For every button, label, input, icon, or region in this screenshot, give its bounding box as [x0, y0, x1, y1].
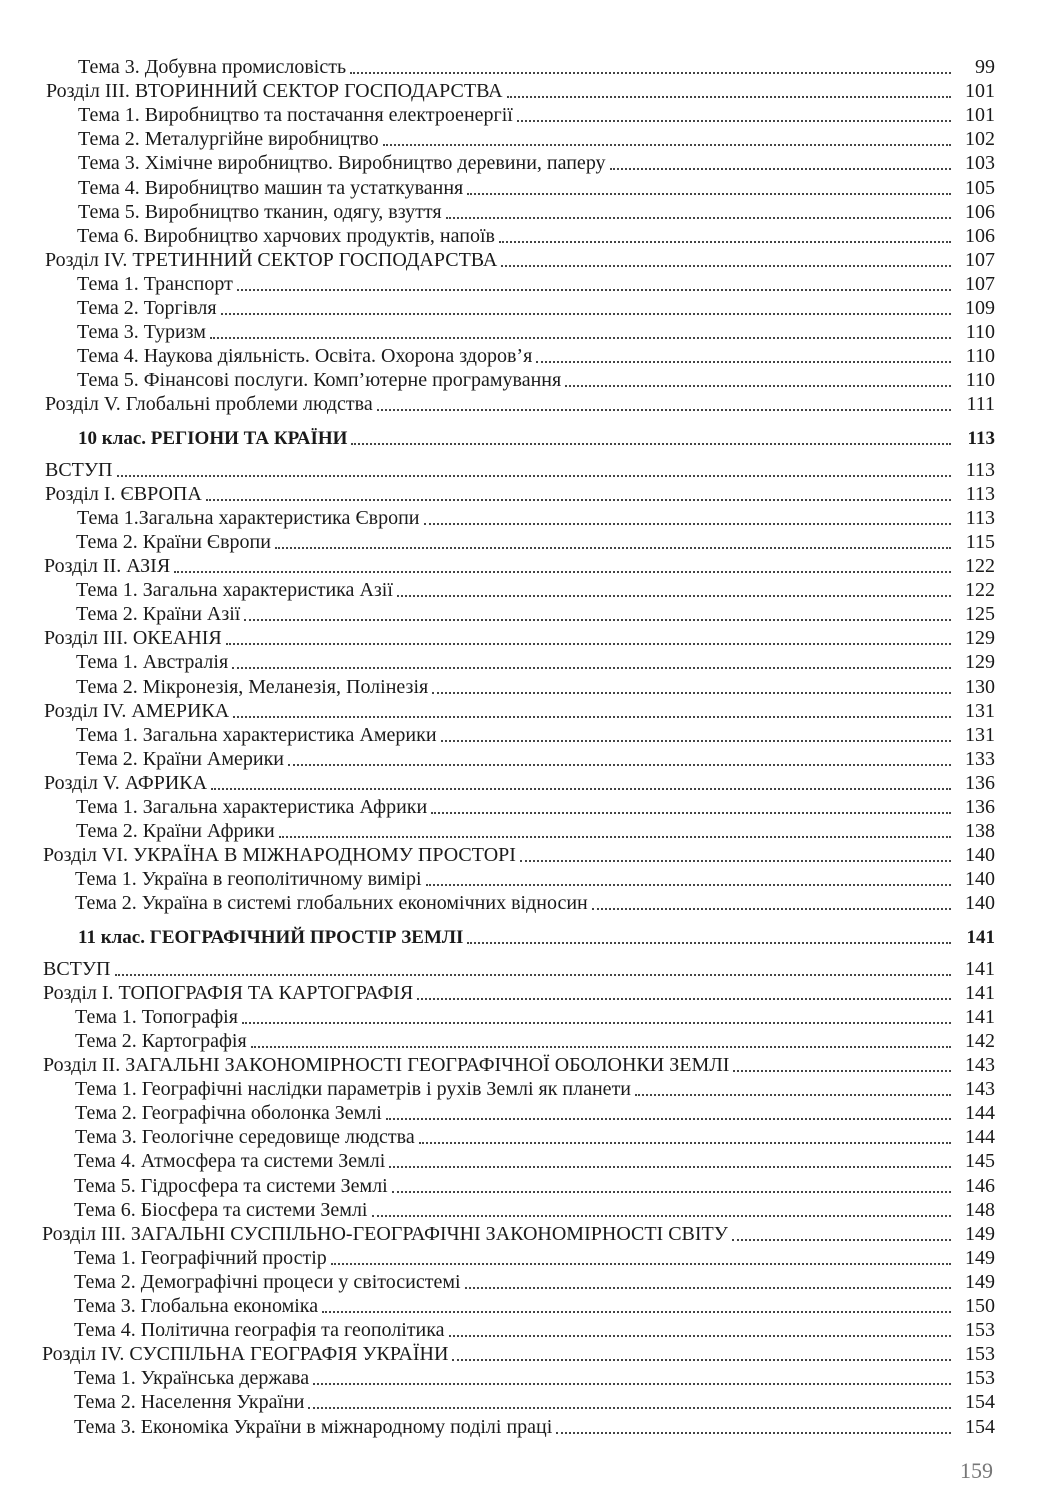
toc-leader-dots	[221, 313, 951, 315]
toc-entry-page: 99	[975, 56, 995, 78]
toc-leader-dots	[501, 265, 951, 267]
toc-leader-dots	[397, 595, 951, 597]
toc-entry-page: 144	[965, 1102, 995, 1125]
toc-entry-page: 136	[965, 796, 995, 818]
toc-entry-page: 110	[965, 345, 995, 368]
toc-leader-dots	[431, 812, 951, 814]
toc-entry-title: Розділ VI. УКРАЇНА В МІЖНАРОДНОМУ ПРОСТОРІ	[43, 844, 516, 867]
toc-entry-title: Розділ V. АФРИКА	[44, 771, 208, 794]
toc-entry	[77, 507, 995, 530]
toc-entry-title: Розділ І. ЄВРОПА	[45, 482, 202, 505]
toc-leader-dots	[424, 523, 952, 525]
toc-entry-page: 143	[965, 1078, 995, 1101]
toc-entry-title: Тема 1. Україна в геополітичному вимірі	[75, 868, 422, 891]
toc-leader-dots	[417, 998, 951, 1000]
toc-leader-dots	[244, 619, 951, 621]
toc-leader-dots	[467, 193, 951, 195]
toc-entry-title: Тема 3. Глобальна економіка	[74, 1295, 319, 1317]
toc-entry-title: Тема 1. Транспорт	[77, 272, 233, 295]
toc-entry	[77, 297, 995, 320]
toc-entry	[74, 1319, 995, 1342]
toc-leader-dots	[556, 1432, 951, 1434]
toc-entry	[76, 820, 995, 843]
toc-entry-title: Тема 3. Туризм	[77, 321, 206, 344]
toc-entry-title: Тема 2. Торгівля	[77, 297, 217, 319]
toc-leader-dots	[520, 860, 951, 862]
toc-leader-dots	[517, 120, 951, 122]
toc-entry-title: Тема 5. Фінансові послуги. Комп’ютерне програмування	[77, 369, 562, 392]
toc-leader-dots	[465, 1287, 951, 1289]
toc-leader-dots	[226, 643, 951, 645]
toc-entry	[74, 1391, 995, 1414]
toc-entry-page: 153	[965, 1367, 995, 1390]
toc-entry-page: 146	[965, 1174, 995, 1197]
toc-entry-page: 154	[965, 1391, 995, 1414]
toc-leader-dots	[592, 908, 951, 910]
toc-entry-page: 105	[965, 176, 995, 199]
toc-entry-title: Тема 1. Виробництво та постачання електроенергії	[78, 104, 513, 127]
toc-leader-dots	[446, 217, 951, 219]
toc-leader-dots	[426, 884, 952, 886]
toc-entry	[74, 1150, 995, 1173]
toc-entry	[74, 1367, 995, 1390]
toc-entry-title: Тема 2. Географічна оболонка Землі	[75, 1102, 382, 1125]
toc-leader-dots	[732, 1239, 951, 1241]
toc-leader-dots	[331, 1263, 951, 1265]
toc-leader-dots	[322, 1311, 951, 1313]
toc-entry-page: 141	[965, 957, 995, 980]
toc-entry	[45, 459, 995, 482]
toc-leader-dots	[383, 144, 951, 146]
toc-entry-title: Розділ II. АЗІЯ	[44, 555, 171, 577]
toc-leader-dots	[115, 974, 952, 976]
toc-entry-page: 102	[965, 128, 995, 151]
toc-entry-title: Тема 3. Хімічне виробництво. Виробництво деревини, паперу	[78, 152, 606, 175]
toc-entry-page: 141	[965, 1005, 995, 1028]
toc-leader-dots	[419, 1142, 951, 1144]
toc-leader-dots	[242, 1022, 951, 1024]
toc-entry-title: Тема 2. Країни Азії	[76, 603, 241, 626]
toc-entry	[76, 796, 995, 819]
toc-entry	[45, 249, 995, 272]
toc-entry	[74, 1295, 995, 1318]
toc-entry	[74, 1199, 995, 1222]
toc-entry	[78, 177, 995, 200]
toc-leader-dots	[392, 1191, 951, 1193]
toc-entry-title: Тема 2. Мікронезія, Меланезія, Полінезія	[76, 675, 429, 698]
toc-entry-title: Тема 2. Демографічні процеси у світосистемі	[74, 1270, 461, 1293]
toc-leader-dots	[449, 1335, 951, 1337]
toc-entry-page: 106	[965, 200, 995, 223]
toc-entry-page: 107	[965, 272, 995, 295]
toc-leader-dots	[211, 788, 951, 790]
toc-entry-title: Розділ IV. АМЕРИКА	[44, 699, 230, 722]
toc-entry-page: 153	[965, 1319, 995, 1342]
toc-entry-page: 149	[965, 1222, 995, 1245]
toc-entry	[75, 1078, 995, 1101]
toc-entry	[76, 748, 995, 771]
toc-leader-dots	[251, 1046, 951, 1048]
toc-entry-title: Тема 2. Україна в системі глобальних економічних відносин	[75, 892, 588, 915]
toc-entry-page: 107	[965, 248, 995, 271]
toc-leader-dots	[733, 1070, 951, 1072]
toc-entry-title: Розділ II. ЗАГАЛЬНІ ЗАКОНОМІРНОСТІ ГЕОГРАФІЧНОЇ ОБОЛОНКИ ЗЕМЛІ	[43, 1054, 730, 1076]
toc-entry	[75, 1126, 995, 1149]
toc-entry-title: Тема 2. Металургійне виробництво	[78, 128, 379, 151]
toc-entry	[43, 844, 995, 867]
toc-entry	[75, 868, 995, 891]
toc-entry	[44, 555, 995, 578]
toc-entry-title: Тема 4. Політична географія та геополітика	[74, 1319, 445, 1342]
toc-entry-page: 140	[965, 844, 995, 867]
toc-entry-page: 142	[965, 1029, 995, 1052]
toc-entry-title: Тема 1. Загальна характеристика Азії	[76, 579, 393, 602]
toc-entry-page: 130	[965, 675, 995, 698]
toc-entry-page: 148	[965, 1198, 995, 1221]
toc-entry-page: 140	[965, 868, 995, 891]
toc-leader-dots	[372, 1215, 952, 1217]
toc-leader-dots	[610, 168, 951, 170]
toc-leader-dots	[350, 72, 951, 74]
toc-entry	[78, 427, 995, 450]
toc-leader-dots	[117, 475, 952, 477]
toc-entry-title: ВСТУП	[43, 957, 111, 980]
toc-entry-title: Розділ IV. ТРЕТИННИЙ СЕКТОР ГОСПОДАРСТВА	[45, 248, 498, 271]
toc-leader-dots	[210, 337, 951, 339]
toc-entry-page: 133	[965, 747, 995, 770]
toc-entry-title: Тема 4. Атмосфера та системи Землі	[74, 1150, 386, 1173]
toc-entry-title: Тема 3. Добувна промисловість	[78, 56, 347, 78]
toc-entry	[46, 80, 995, 103]
toc-entry-page: 122	[965, 555, 995, 577]
toc-entry-page: 143	[965, 1054, 995, 1076]
toc-entry-page: 145	[965, 1150, 995, 1173]
toc-leader-dots	[275, 547, 951, 549]
toc-leader-dots	[536, 361, 951, 363]
toc-leader-dots	[389, 1166, 951, 1168]
toc-entry-page: 131	[965, 699, 995, 722]
toc-entry-title: Тема 1. Загальна характеристика Африки	[76, 796, 428, 818]
toc-entry-page: 110	[965, 321, 995, 344]
toc-entry	[74, 1271, 995, 1294]
toc-entry-title: Розділ V. Глобальні проблеми людства	[45, 393, 373, 416]
toc-entry-page: 113	[965, 482, 995, 505]
toc-entry	[78, 926, 995, 949]
toc-entry-title: Тема 4. Виробництво машин та устаткування	[78, 176, 464, 199]
toc-leader-dots	[313, 1383, 951, 1385]
toc-leader-dots	[279, 836, 951, 838]
toc-entry-page: 136	[965, 771, 995, 794]
toc-entry	[43, 958, 995, 981]
toc-entry	[75, 1030, 995, 1053]
toc-entry-page: 141	[966, 926, 995, 948]
toc-leader-dots	[565, 385, 951, 387]
toc-entry	[78, 128, 995, 151]
toc-entry-page: 150	[965, 1295, 995, 1317]
toc-entry-title: Тема 1. Українська держава	[74, 1367, 310, 1390]
toc-entry	[75, 892, 995, 915]
toc-entry	[75, 1102, 995, 1125]
toc-entry-title: Тема 5. Виробництво тканин, одягу, взуття	[78, 200, 442, 223]
toc-leader-dots	[206, 499, 951, 501]
toc-entry	[77, 369, 995, 392]
toc-entry-title: Розділ III. ОКЕАНІЯ	[44, 627, 222, 650]
toc-leader-dots	[452, 1359, 951, 1361]
toc-entry	[74, 1247, 995, 1270]
toc-entry-page: 131	[965, 723, 995, 746]
toc-entry-page: 113	[965, 506, 995, 529]
toc-leader-dots	[499, 241, 951, 243]
toc-entry-title: Тема 1. Географічний простір	[74, 1246, 327, 1269]
toc-entry	[78, 56, 995, 79]
toc-entry	[44, 772, 995, 795]
toc-leader-dots	[174, 571, 951, 573]
toc-entry-page: 106	[965, 224, 995, 247]
toc-leader-dots	[351, 443, 951, 445]
toc-leader-dots	[232, 667, 951, 669]
toc-leader-dots	[635, 1094, 951, 1096]
toc-entry	[74, 1416, 995, 1439]
toc-entry-title: ВСТУП	[45, 458, 113, 481]
toc-entry-title: 11 клас. ГЕОГРАФІЧНИЙ ПРОСТІР ЗЕМЛІ	[78, 926, 464, 948]
toc-leader-dots	[233, 716, 951, 718]
toc-entry	[42, 1223, 995, 1246]
toc-entry-page: 115	[965, 530, 995, 553]
toc-leader-dots	[308, 1407, 951, 1409]
toc-leader-dots	[432, 692, 951, 694]
toc-entry-title: Тема 3. Економіка України в міжнародному поділі праці	[74, 1415, 553, 1438]
toc-entry-page: 113	[965, 458, 995, 481]
toc-entry-title: Тема 1. Загальна характеристика Америки	[76, 723, 437, 746]
toc-entry-page: 122	[965, 579, 995, 602]
page-number: 159	[960, 1458, 993, 1483]
toc-entry-title: Тема 4. Наукова діяльність. Освіта. Охорона здоров’я	[77, 345, 533, 368]
toc-entry	[78, 104, 995, 127]
toc-entry	[77, 321, 995, 344]
toc-entry-title: Тема 6. Виробництво харчових продуктів, напоїв	[77, 224, 495, 247]
toc-entry-title: Тема 2. Країни Америки	[76, 747, 285, 770]
toc-leader-dots	[386, 1118, 951, 1120]
toc-entry-page: 129	[965, 651, 995, 674]
toc-entry	[76, 676, 995, 699]
toc-entry	[45, 393, 995, 416]
toc-entry	[76, 651, 995, 674]
toc-entry	[77, 345, 995, 368]
toc-entry-title: Тема 1.Загальна характеристика Європи	[77, 506, 420, 529]
toc-leader-dots	[288, 764, 951, 766]
toc-entry	[77, 225, 995, 248]
toc-leader-dots	[507, 96, 951, 98]
toc-entry	[44, 627, 995, 650]
toc-leader-dots	[377, 409, 951, 411]
toc-leader-dots	[237, 289, 951, 291]
toc-entry-title: Розділ І. ТОПОГРАФІЯ ТА КАРТОГРАФІЯ	[43, 981, 414, 1004]
toc-entry-page: 129	[965, 627, 995, 650]
toc-entry-page: 149	[965, 1270, 995, 1293]
toc-entry	[44, 700, 995, 723]
toc-entry	[75, 1006, 995, 1029]
toc-leader-dots	[441, 740, 951, 742]
toc-entry	[43, 1054, 995, 1077]
toc-entry-page: 111	[966, 393, 995, 416]
toc-entry	[74, 1175, 995, 1198]
toc-entry	[78, 152, 995, 175]
toc-entry-page: 110	[965, 369, 995, 392]
toc-entry-page: 103	[965, 152, 995, 175]
toc-entry-title: Тема 1. Топографія	[75, 1005, 238, 1028]
toc-entry-title: Тема 2. Населення України	[74, 1391, 305, 1414]
toc-entry	[77, 273, 995, 296]
toc-entry	[78, 201, 995, 224]
toc-entry-page: 138	[965, 820, 995, 843]
toc-entry-page: 153	[965, 1343, 995, 1366]
toc-entry	[43, 982, 995, 1005]
toc-entry-page: 101	[965, 80, 995, 103]
toc-entry-title: Тема 1. Австралія	[76, 651, 229, 674]
toc-entry-page: 140	[965, 892, 995, 915]
toc-entry	[42, 1343, 995, 1366]
toc-entry-title: 10 клас. РЕГІОНИ ТА КРАЇНИ	[78, 427, 348, 449]
toc-entry-title: Тема 5. Гідросфера та системи Землі	[74, 1174, 388, 1197]
toc-entry-title: Розділ III. ЗАГАЛЬНІ СУСПІЛЬНО-ГЕОГРАФІЧНІ ЗАКОНОМІРНОСТІ СВІТУ	[42, 1222, 728, 1245]
toc-entry	[76, 531, 995, 554]
toc-entry-page: 141	[965, 981, 995, 1004]
toc-entry-title: Тема 2. Країни Євpопи	[76, 530, 271, 553]
toc-entry-page: 113	[967, 427, 995, 449]
toc-entry	[76, 724, 995, 747]
toc-entry	[76, 579, 995, 602]
toc-entry	[45, 483, 995, 506]
toc-entry-page: 101	[965, 104, 995, 127]
toc-entry-page: 125	[965, 603, 995, 626]
toc-entry-page: 149	[965, 1246, 995, 1269]
toc-entry-title: Розділ IV. СУСПІЛЬНА ГЕОГРАФІЯ УКРАЇНИ	[42, 1343, 449, 1366]
toc-entry-title: Розділ III. ВТОРИННИЙ СЕКТОР ГОСПОДАРСТВА	[46, 80, 503, 103]
toc-leader-dots	[467, 942, 951, 944]
toc-entry-page: 109	[965, 297, 995, 319]
toc-entry-title: Тема 2. Картографія	[75, 1029, 247, 1052]
toc-entry-title: Тема 3. Геологічне середовище людства	[75, 1126, 415, 1149]
toc-entry-title: Тема 2. Країни Африки	[76, 820, 275, 843]
toc-entry-title: Тема 6. Біосфера та системи Землі	[74, 1198, 368, 1221]
toc-entry	[76, 603, 995, 626]
toc-entry-title: Тема 1. Географічні наслідки параметрів і рухів Землі як планети	[75, 1078, 632, 1101]
toc-entry-page: 144	[965, 1126, 995, 1149]
toc-entry-page: 154	[965, 1415, 995, 1438]
